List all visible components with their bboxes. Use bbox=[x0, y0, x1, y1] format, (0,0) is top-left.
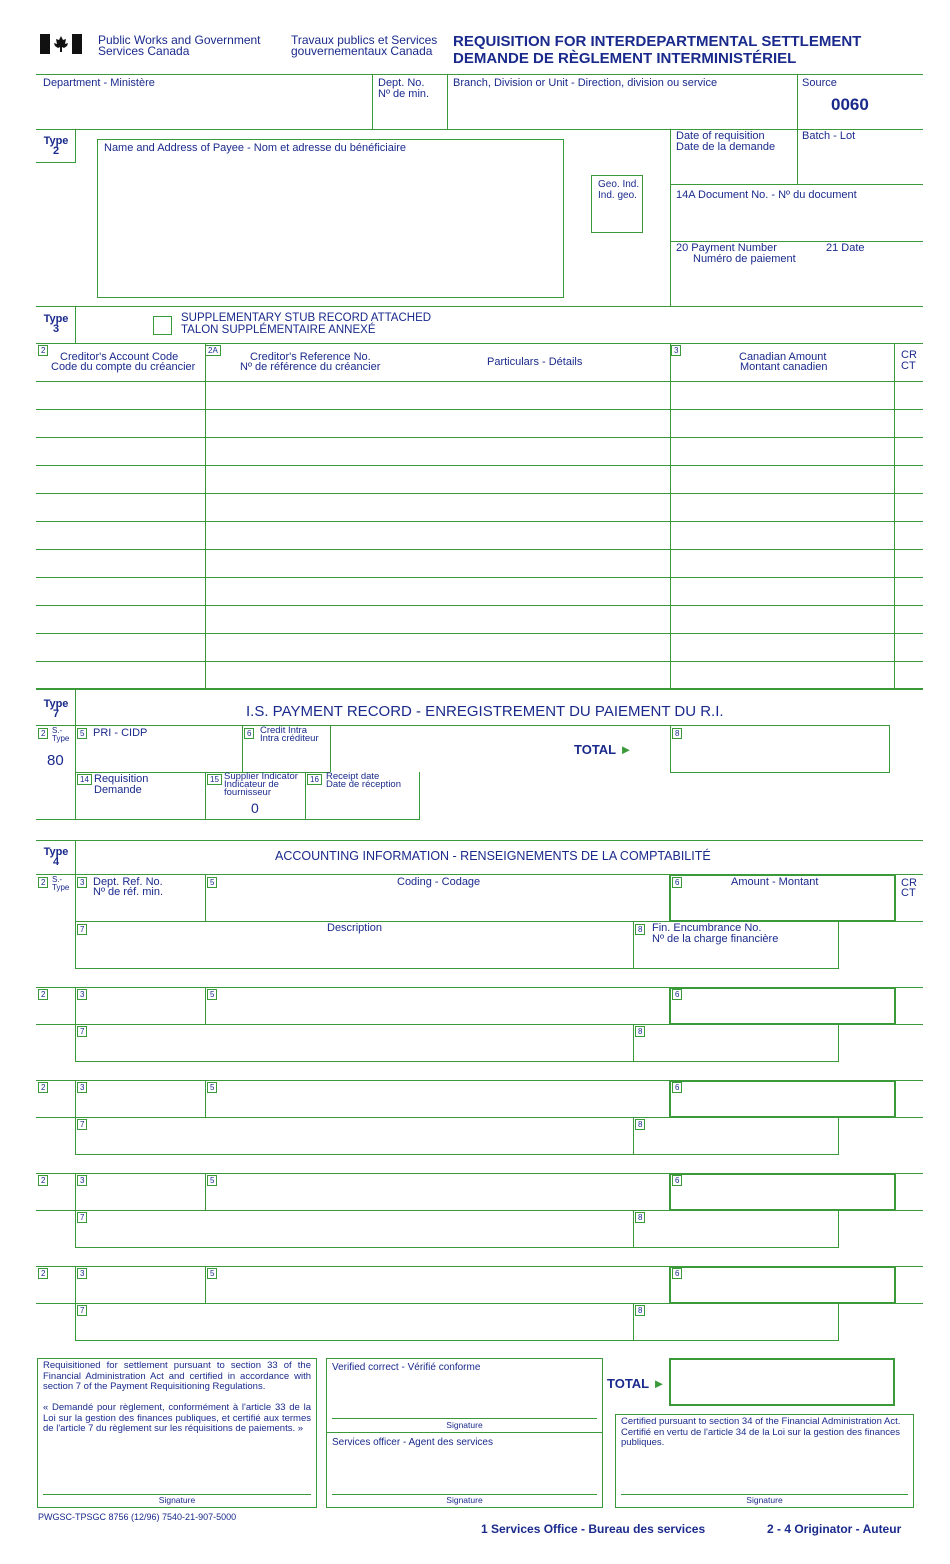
receipt-date-label-1: Receipt date bbox=[326, 771, 380, 782]
coding-label: Coding - Codage bbox=[397, 876, 481, 888]
form-title-en: REQUISITION FOR INTERDEPARTMENTAL SETTLEMENT bbox=[453, 33, 862, 50]
field-number-6: 6 bbox=[672, 1175, 682, 1186]
stype-label-1: S.- bbox=[52, 875, 63, 884]
signature-label: Signature bbox=[746, 1495, 783, 1505]
cr-label: CR bbox=[901, 349, 917, 361]
field-number-14: 14 bbox=[77, 774, 92, 785]
field-number-5: 5 bbox=[77, 728, 87, 739]
field-number-6: 6 bbox=[672, 1082, 682, 1093]
field-number-3: 3 bbox=[77, 877, 87, 888]
field-number-2: 2 bbox=[38, 345, 48, 356]
department-field[interactable]: Department - Ministère bbox=[43, 77, 155, 89]
particulars-label: Particulars - Détails bbox=[487, 356, 583, 368]
org-name-fr-2: gouvernementaux Canada bbox=[291, 44, 433, 58]
amount-box[interactable] bbox=[669, 987, 896, 1025]
source-value: 0060 bbox=[831, 95, 869, 114]
field-number-7: 7 bbox=[77, 1026, 87, 1037]
stype-value: 80 bbox=[47, 752, 64, 769]
type-4-label: Type 4 bbox=[43, 846, 69, 868]
ct-label: CT bbox=[901, 360, 916, 372]
org-name-fr-1: Travaux publics et Services bbox=[291, 33, 438, 47]
copy-distribution-2: 2 - 4 Originator - Auteur bbox=[767, 1522, 902, 1536]
arrow-right-icon: ► bbox=[652, 1376, 666, 1391]
requisition-label-1: Requisition bbox=[94, 773, 149, 785]
source-label: Source bbox=[802, 77, 837, 89]
section-34-certification-text: Certified pursuant to section 34 of the Financial Administration Act. Certifié en vertu de l'article 34 de la Loi sur la gestion des finances publiques. bbox=[621, 1416, 901, 1448]
org-name-en-1: Public Works and Government bbox=[98, 33, 261, 47]
creditor-ref-label-2: Nº de référence du créancier bbox=[240, 361, 381, 373]
amount-box[interactable] bbox=[669, 1173, 896, 1211]
supplementary-label-en: SUPPLEMENTARY STUB RECORD ATTACHED bbox=[181, 312, 432, 324]
field-number-8: 8 bbox=[635, 1212, 645, 1223]
amount-label: Amount - Montant bbox=[731, 876, 819, 888]
supplementary-label-fr: TALON SUPPLÉMENTAIRE ANNEXÉ bbox=[181, 324, 376, 336]
verified-correct-label: Verified correct - Vérifié conforme bbox=[332, 1362, 481, 1373]
field-number-2: 2 bbox=[38, 728, 48, 739]
is-payment-record-title: I.S. PAYMENT RECORD - ENREGISTREMENT DU PAIEMENT DU R.I. bbox=[246, 703, 724, 720]
document-no-label: 14A Document No. - Nº du document bbox=[676, 189, 857, 201]
creditor-ref-label-1: Creditor's Reference No. bbox=[250, 351, 371, 363]
payee-box[interactable] bbox=[97, 139, 564, 298]
supplier-indicator-label-1: Supplier Indicator bbox=[224, 771, 298, 782]
field-number-8: 8 bbox=[635, 1119, 645, 1130]
amount-box[interactable] bbox=[669, 1080, 896, 1118]
field-number-6: 6 bbox=[672, 877, 682, 888]
field-number-8: 8 bbox=[635, 1305, 645, 1316]
date-of-requisition-label-2: Date de la demande bbox=[676, 141, 776, 153]
batch-label: Batch - Lot bbox=[802, 130, 856, 142]
field-number-5: 5 bbox=[207, 989, 217, 1000]
pri-cidp-label: PRI - CIDP bbox=[93, 727, 148, 739]
signature-label: Signature bbox=[446, 1495, 483, 1505]
total-amount-box[interactable] bbox=[670, 725, 890, 773]
payment-number-label-2: Numéro de paiement bbox=[693, 253, 796, 265]
field-number-5: 5 bbox=[207, 877, 217, 888]
field-number-7: 7 bbox=[77, 1305, 87, 1316]
credit-intra-label-1: Credit Intra bbox=[260, 725, 307, 736]
cr-label: CR bbox=[901, 877, 917, 889]
org-name-en-2: Services Canada bbox=[98, 44, 190, 58]
date-of-requisition-label-1: Date of requisition bbox=[676, 130, 765, 142]
field-number-7: 7 bbox=[77, 1119, 87, 1130]
payment-number-label-1: 20 Payment Number bbox=[676, 242, 777, 254]
field-number-2a: 2A bbox=[205, 345, 221, 356]
footer-total-label: TOTAL ► bbox=[607, 1376, 666, 1391]
requisition-certification-en: Requisitioned for settlement pursuant to section 33 of the Financial Administration Act and certified in accordance with section 7 of the Payment Requisitioning Regulations. bbox=[43, 1360, 311, 1392]
dept-ref-label-1: Dept. Ref. No. bbox=[93, 876, 163, 888]
dept-no-label-1: Dept. No. bbox=[378, 77, 425, 89]
fin-encumbrance-label-1: Fin. Encumbrance No. bbox=[652, 922, 762, 934]
canada-flag-logo bbox=[40, 34, 82, 54]
supplementary-stub-checkbox[interactable] bbox=[153, 316, 172, 335]
field-number-5: 5 bbox=[207, 1175, 217, 1186]
signature-label: Signature bbox=[158, 1495, 196, 1505]
field-number-2: 2 bbox=[38, 877, 48, 888]
geo-ind-label-2: Ind. geo. bbox=[598, 190, 637, 201]
ct-label: CT bbox=[901, 887, 916, 899]
field-number-7: 7 bbox=[77, 924, 87, 935]
creditor-code-label-1: Creditor's Account Code bbox=[60, 351, 179, 363]
branch-field[interactable]: Branch, Division or Unit - Direction, division ou service bbox=[453, 77, 718, 89]
field-number-2: 2 bbox=[38, 989, 48, 1000]
canadian-amount-label-1: Canadian Amount bbox=[739, 351, 827, 363]
supplier-indicator-label-2: Indicateur de bbox=[224, 779, 279, 790]
field-number-3: 3 bbox=[77, 1175, 87, 1186]
services-officer-label: Services officer - Agent des services bbox=[332, 1437, 493, 1448]
payee-label: Name and Address of Payee - Nom et adresse du bénéficiaire bbox=[104, 142, 407, 154]
field-number-2: 2 bbox=[38, 1082, 48, 1093]
accounting-info-title: ACCOUNTING INFORMATION - RENSEIGNEMENTS DE LA COMPTABILITÉ bbox=[275, 849, 711, 863]
field-number-3: 3 bbox=[77, 1082, 87, 1093]
type-2-label: Type 2 bbox=[43, 135, 69, 157]
stype-label-2: Type bbox=[52, 734, 70, 743]
canadian-amount-label-2: Montant canadien bbox=[740, 361, 828, 373]
requisition-certification-fr: « Demandé pour règlement, conformément à l'article 33 de la Loi sur la gestion des finances publiques, et certifié aux termes de l'article 7 du règlement sur les réquisitions de paiements. » bbox=[43, 1402, 311, 1434]
dept-ref-label-2: Nº de réf. min. bbox=[93, 886, 164, 898]
dept-no-label-2: Nº de min. bbox=[378, 88, 430, 100]
field-number-2: 2 bbox=[38, 1175, 48, 1186]
field-number-3: 3 bbox=[77, 989, 87, 1000]
credit-intra-label-2: Intra créditeur bbox=[260, 733, 319, 744]
field-number-6: 6 bbox=[244, 728, 254, 739]
date-21-label: 21 Date bbox=[826, 242, 865, 254]
type-7-label: Type 7 bbox=[43, 698, 69, 720]
supplier-indicator-label-3: fournisseur bbox=[224, 787, 271, 798]
verification-box[interactable] bbox=[326, 1358, 603, 1508]
type-3-label: Type 3 bbox=[43, 313, 69, 335]
field-number-3: 3 bbox=[671, 345, 681, 356]
field-number-5: 5 bbox=[207, 1268, 217, 1279]
field-number-2: 2 bbox=[38, 1268, 48, 1279]
field-number-8: 8 bbox=[635, 924, 645, 935]
signature-label: Signature bbox=[446, 1420, 483, 1430]
description-label: Description bbox=[327, 922, 383, 934]
supplier-indicator-value: 0 bbox=[251, 800, 259, 816]
fin-encumbrance-label-2: Nº de la charge financière bbox=[652, 933, 779, 945]
receipt-date-label-2: Date de réception bbox=[326, 779, 401, 790]
form-title-fr: DEMANDE DE RÈGLEMENT INTERMINISTÉRIEL bbox=[453, 50, 797, 67]
arrow-right-icon: ► bbox=[619, 742, 633, 757]
footer-total-box[interactable] bbox=[669, 1358, 895, 1406]
geo-ind-label-1: Geo. Ind. bbox=[598, 179, 640, 190]
requisition-label-2: Demande bbox=[94, 784, 142, 796]
field-number-5: 5 bbox=[207, 1082, 217, 1093]
field-number-6: 6 bbox=[672, 1268, 682, 1279]
field-number-7: 7 bbox=[77, 1212, 87, 1223]
form-number: PWGSC-TPSGC 8756 (12/96) 7540-21-907-5000 bbox=[38, 1512, 237, 1522]
field-number-3: 3 bbox=[77, 1268, 87, 1279]
creditor-code-label-2: Code du compte du créancier bbox=[51, 361, 196, 373]
amount-box[interactable] bbox=[669, 1266, 896, 1304]
field-number-16: 16 bbox=[307, 774, 322, 785]
field-number-8: 8 bbox=[635, 1026, 645, 1037]
field-number-8: 8 bbox=[672, 728, 682, 739]
stype-label-2: Type bbox=[52, 883, 70, 892]
stype-label-1: S.- bbox=[52, 726, 63, 735]
field-number-15: 15 bbox=[207, 774, 222, 785]
total-label: TOTAL ► bbox=[574, 742, 633, 757]
copy-distribution-1: 1 Services Office - Bureau des services bbox=[481, 1522, 706, 1536]
field-number-6: 6 bbox=[672, 989, 682, 1000]
